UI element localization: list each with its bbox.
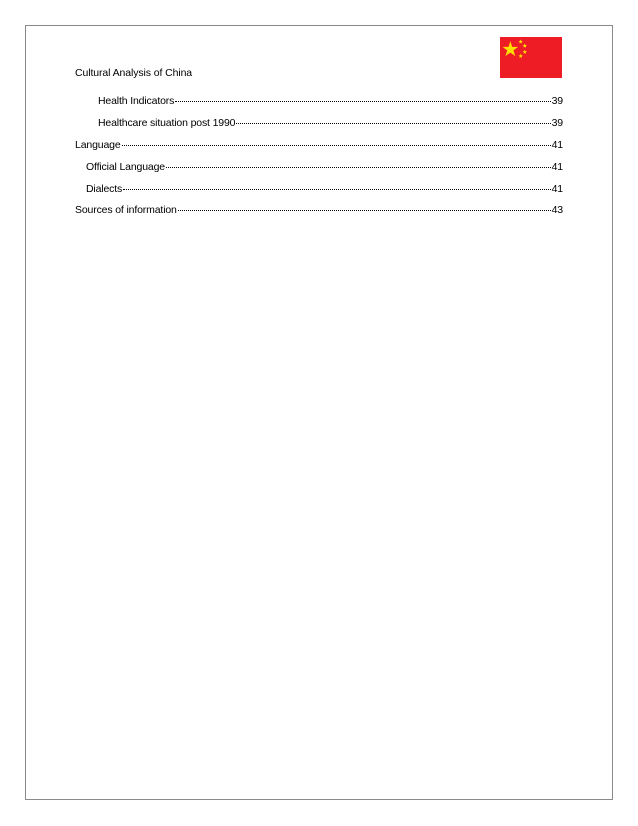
toc-dot-leader	[166, 157, 551, 167]
toc-dot-leader	[122, 136, 551, 146]
toc-entry-language[interactable]	[75, 138, 563, 160]
document-header-title: Cultural Analysis of China	[75, 67, 193, 79]
toc-dot-leader	[178, 201, 551, 211]
toc-dot-leader	[175, 92, 550, 102]
toc-entry-page: 41	[551, 160, 563, 173]
toc-entry-dialects[interactable]	[75, 181, 563, 203]
toc-entry-health-indicators[interactable]	[75, 94, 563, 116]
china-flag-icon	[500, 37, 562, 78]
toc-entry-page: 43	[551, 204, 563, 217]
toc-entry-page: 39	[551, 95, 563, 108]
toc-entry-label: Healthcare situation post 1990	[98, 117, 236, 130]
toc-entry-page: 39	[551, 117, 563, 130]
toc-entry-official-language[interactable]	[75, 159, 563, 181]
toc-entry-healthcare-situation[interactable]	[75, 116, 563, 138]
toc-entry-page: 41	[551, 139, 563, 152]
toc-entry-page: 41	[551, 182, 563, 195]
table-of-contents	[75, 94, 563, 225]
toc-dot-leader	[236, 114, 550, 124]
toc-entry-label: Language	[75, 139, 121, 152]
toc-entry-label: Dialects	[86, 182, 123, 195]
toc-dot-leader	[123, 179, 550, 189]
toc-entry-label: Official Language	[86, 160, 165, 173]
toc-entry-label: Sources of information	[75, 204, 177, 217]
toc-entry-sources-of-information[interactable]	[75, 203, 563, 225]
toc-entry-label: Health Indicators	[98, 95, 175, 108]
